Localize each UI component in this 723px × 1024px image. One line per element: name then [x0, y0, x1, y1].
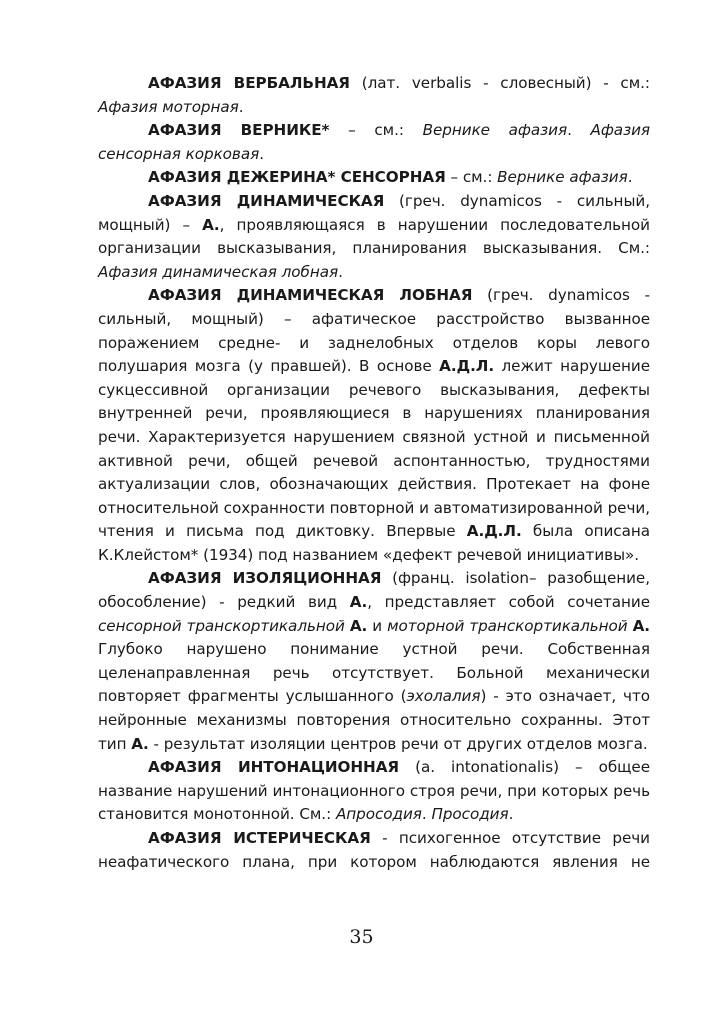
cross-reference: Просодия: [431, 805, 509, 824]
cross-reference: Афазия динамическая лобная: [98, 262, 339, 281]
cross-reference: Вернике афазия: [497, 168, 628, 187]
abbreviation: А.: [632, 616, 651, 635]
page-number: 35: [349, 926, 374, 948]
cross-reference: Апросодия: [335, 805, 422, 824]
entry-term: АФАЗИЯ ДИНАМИЧЕСКАЯ: [148, 191, 385, 210]
entry-term: АФАЗИЯ ИЗОЛЯЦИОННАЯ: [148, 569, 382, 588]
entry-term: АФАЗИЯ ДЕЖЕРИНА* СЕНСОРНАЯ: [148, 168, 446, 187]
cross-reference: эхолалия: [406, 687, 481, 706]
entry-afaziya-intonatsionnaya: АФАЗИЯ ИНТОНАЦИОННАЯ (а. intonationalis) – общее название нарушений интонационного строя речи, при которых речь становится монотонной. См.: Апросодия. Просодия.: [98, 758, 650, 824]
entry-afaziya-izolyatsionnaya: АФАЗИЯ ИЗОЛЯЦИОННАЯ (франц. isolation– разобщение, обособление) - редкий вид А., представляет собой сочетание сенсорной транскортикальной А. и моторной транскортикальной А. Глубоко нарушено понимание устной речи. Собственная целенаправленная речь отсутствует. Больной механически повторяет фрагменты услышанного (эхолалия) - это означает, что нейронные механизмы повторения относительно сохранны. Этот тип А. - результат изоляции центров речи от других отделов мозга.: [98, 569, 651, 753]
cross-reference: Афазия сенсорная корковая: [98, 121, 650, 163]
entry-afaziya-dinamicheskaya-lobnaya: АФАЗИЯ ДИНАМИЧЕСКАЯ ЛОБНАЯ (греч. dynamicos - сильный, мощный) – афатическое расстройство вызванное поражением средне- и заднелобных отделов коры левого полушария мозга (у правшей). В основе А.Д.Л. лежит нарушение сукцессивной организации речевого высказывания, дефекты внутренней речи, проявляющиеся в нарушениях планирования речи. Характеризуется нарушением связной устной и письменной активной речи, общей речевой аспонтанностью, трудностями актуализации слов, обозначающих действия. Протекает на фоне относительной сохранности повторной и автоматизированной речи, чтения и письма под диктовку. Впервые А.Д.Л. была описана К.Клейстом* (1934) под названием «дефект речевой инициативы».: [98, 286, 650, 564]
entry-term: АФАЗИЯ ВЕРБАЛЬНАЯ: [148, 74, 350, 92]
entry-afaziya-vernike: АФАЗИЯ ВЕРНИКЕ* – см.: Вернике афазия. Афазия сенсорная корковая.: [98, 121, 650, 163]
dictionary-text: [98, 72, 650, 874]
abbreviation: А.Д.Л.: [439, 357, 495, 376]
entry-term: АФАЗИЯ ДИНАМИЧЕСКАЯ ЛОБНАЯ: [148, 286, 473, 305]
entry-afaziya-dezherina: АФАЗИЯ ДЕЖЕРИНА* СЕНСОРНАЯ – см.: Вернике афазия.: [148, 168, 633, 187]
cross-reference: сенсорной транскортикальной: [98, 616, 345, 635]
abbreviation: А.: [349, 593, 368, 612]
cross-reference: Вернике афазия: [422, 121, 568, 140]
cross-reference: Афазия моторная: [98, 97, 239, 116]
entry-afaziya-verbalnaya: АФАЗИЯ ВЕРБАЛЬНАЯ (лат. verbalis - словесный) - см.: Афазия моторная.: [98, 74, 650, 116]
abbreviation: А.: [349, 616, 368, 635]
entry-term: АФАЗИЯ ИНТОНАЦИОННАЯ: [148, 758, 400, 777]
entry-term: АФАЗИЯ ИСТЕРИЧЕСКАЯ: [148, 829, 371, 847]
abbreviation: А.Д.Л.: [466, 522, 522, 541]
abbreviation: А.: [131, 734, 149, 753]
entry-afaziya-dinamicheskaya: АФАЗИЯ ДИНАМИЧЕСКАЯ (греч. dynamicos - сильный, мощный) – А., проявляющаяся в нарушении последовательной организации высказывания, планирования высказывания. См.: Афазия динамическая лобная.: [98, 191, 650, 281]
abbreviation: А.: [202, 215, 220, 234]
entry-term: АФАЗИЯ ВЕРНИКЕ*: [148, 121, 330, 140]
cross-reference: моторной транскортикальной: [387, 616, 628, 635]
entry-afaziya-istericheskaya: АФАЗИЯ ИСТЕРИЧЕСКАЯ - психогенное отсутствие речи неафатического плана, при котором наблюдаются явления не: [98, 829, 650, 871]
